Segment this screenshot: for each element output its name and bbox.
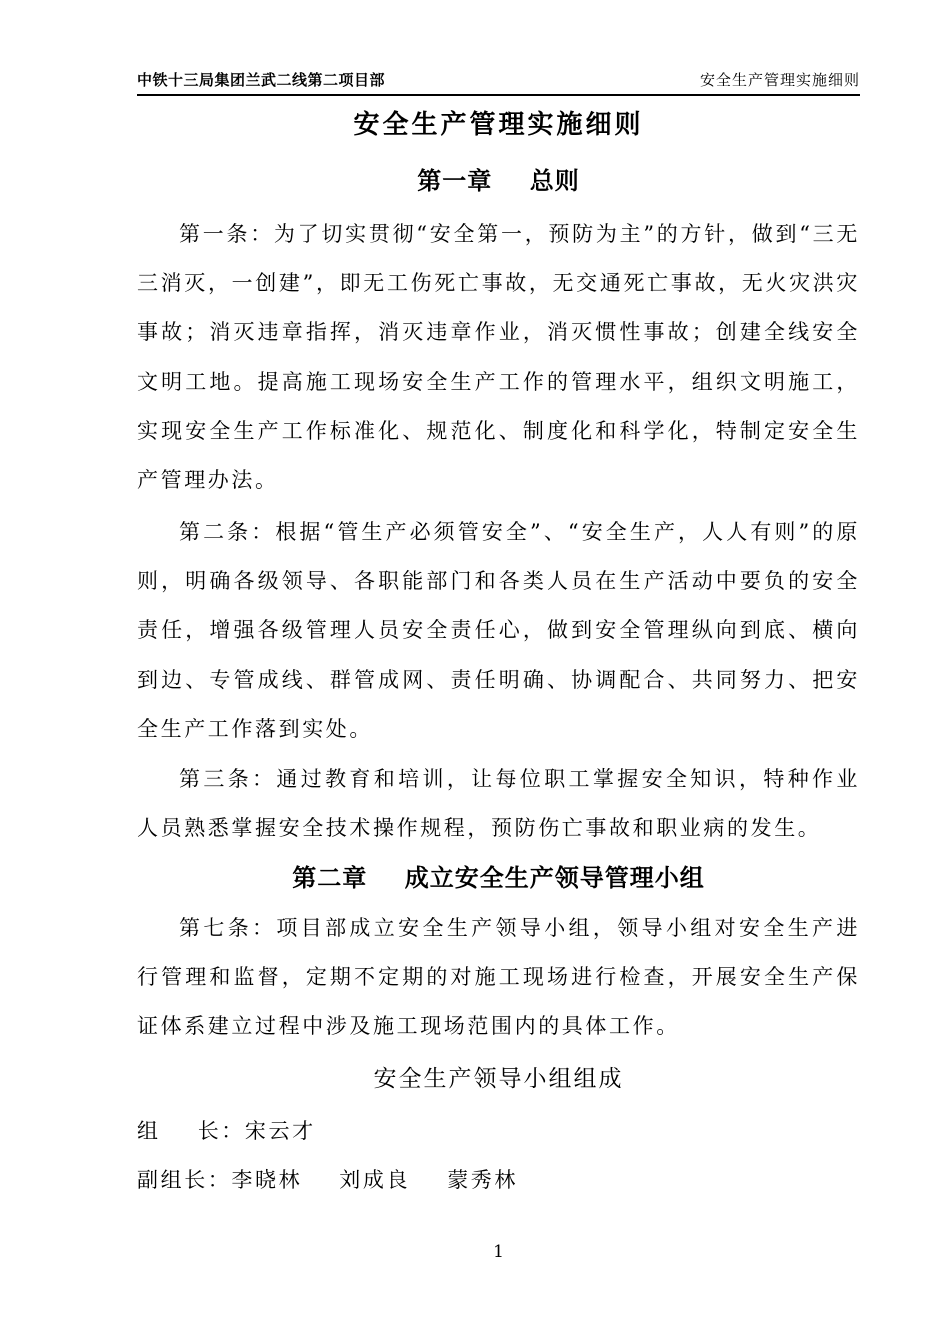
article-3-paragraph: 第三条：通过教育和培训，让每位职工掌握安全知识，特种作业人员熟悉掌握安全技术操作规程，预防伤亡事故和职业病的发生。 <box>137 767 860 841</box>
article-7-paragraph: 第七条：项目部成立安全生产领导小组，领导小组对安全生产进行管理和监督，定期不定期的对施工现场进行检查，开展安全生产保证体系建立过程中涉及施工现场范围内的具体工作。 <box>137 916 860 1039</box>
document-title: 安全生产管理实施细则 <box>353 110 644 140</box>
header-organization: 中铁十三局集团兰武二线第二项目部 <box>137 71 386 89</box>
article-1-paragraph: 第一条：为了切实贯彻“安全第一，预防为主”的方针，做到“三无三消灭，一创建”，即无工伤死亡事故，无交通死亡事故，无火灾洪灾事故；消灭违章指挥，消灭违章作业，消灭惯性事故；创建全线安全文明工地。提高施工现场安全生产工作的管理水平，组织文明施工，实现安全生产工作标准化、规范化、制度化和科学化，特制定安全生产管理办法。 <box>137 222 860 493</box>
chapter-2-title: 第二章 成立安全生产领导管理小组 <box>292 864 705 892</box>
leadership-group-title: 安全生产领导小组组成 <box>373 1066 624 1092</box>
header-document-name: 安全生产管理实施细则 <box>699 71 860 89</box>
page-header <box>137 68 860 96</box>
deputy-leaders-line: 副组长：李晓林 刘成良 蒙秀林 <box>137 1168 519 1192</box>
group-leader-line: 组 长：宋云才 <box>137 1119 316 1143</box>
page-number: 1 <box>493 1242 504 1262</box>
article-2-paragraph: 第二条：根据“管生产必须管安全”、“安全生产，人人有则”的原则，明确各级领导、各职能部门和各类人员在生产活动中要负的安全责任，增强各级管理人员安全责任心，做到安全管理纵向到底、横向到边、专管成线、群管成网、责任明确、协调配合、共同努力、把安全生产工作落到实处。 <box>137 520 860 741</box>
chapter-1-title: 第一章 总则 <box>417 167 580 195</box>
